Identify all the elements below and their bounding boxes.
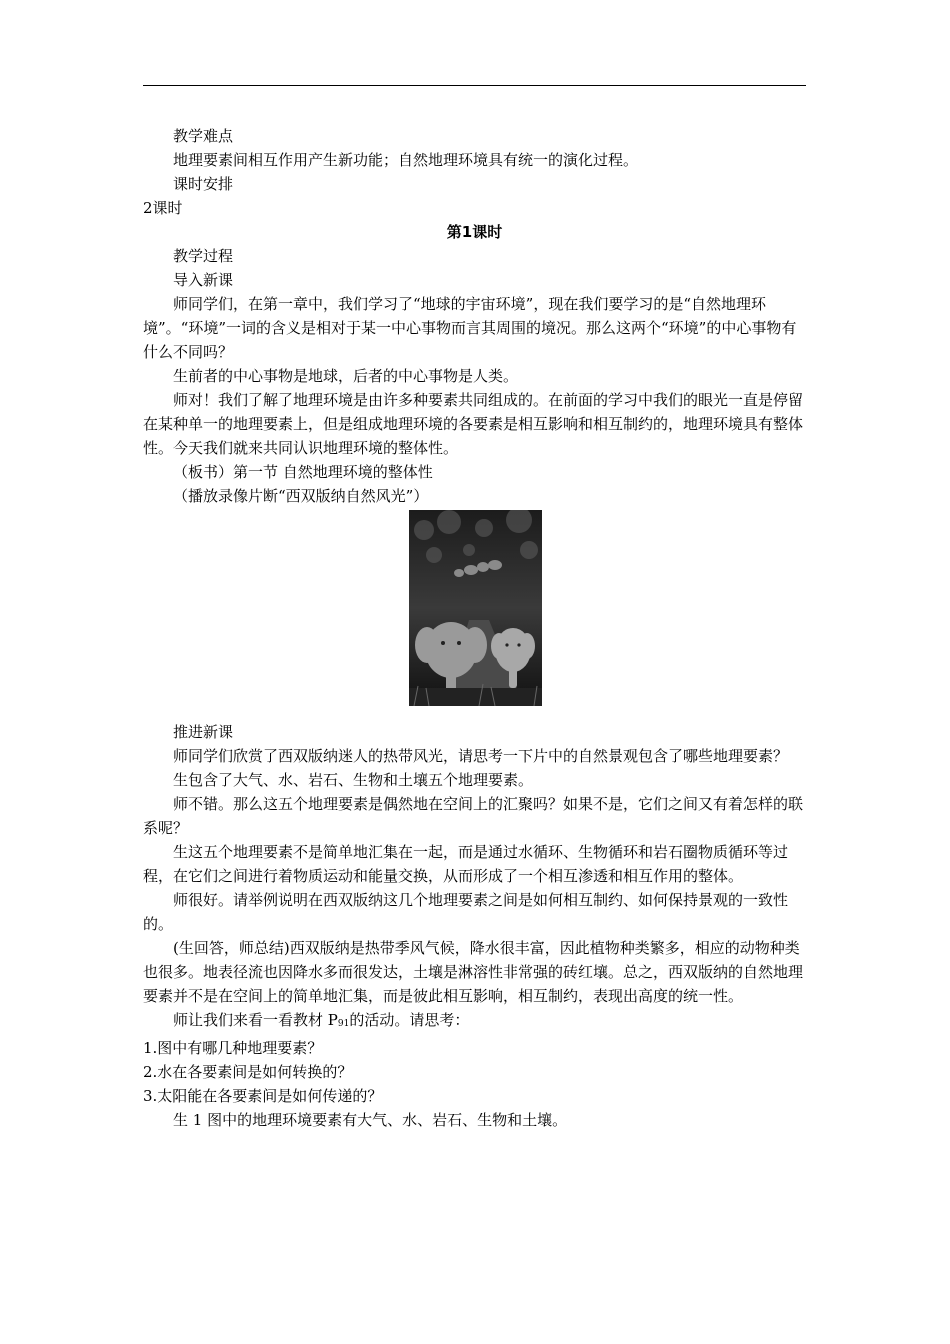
paragraph: 生包含了大气、水、岩石、生物和土壤五个地理要素。 bbox=[173, 771, 534, 789]
paragraph: 地理要素间相互作用产生新功能；自然地理环境具有统一的演化过程。 bbox=[173, 151, 639, 169]
list-item: 2.水在各要素间是如何转换的？ bbox=[143, 1063, 353, 1081]
heading-teaching-process: 教学过程 bbox=[173, 247, 234, 265]
section-title: 第1课时 bbox=[446, 223, 503, 241]
paragraph: 师同学们欣赏了西双版纳迷人的热带风光，请思考一下片中的自然景观包含了哪些地理要素？ bbox=[173, 747, 789, 765]
paragraph bbox=[143, 1008, 806, 1036]
paragraph: 生这五个地理要素不是简单地汇集在一起，而是通过水循环、生物循环和岩石圈物质循环等过程，在它们之间进行着物质运动和能量交换，从而形成了一个相互渗透和相互作用的整体。 bbox=[143, 843, 789, 885]
elephants-in-forest-photo bbox=[409, 510, 542, 706]
text: 的活动。请思考： bbox=[349, 1011, 470, 1029]
document-body bbox=[143, 124, 806, 1132]
paragraph: （板书）第一节 自然地理环境的整体性 bbox=[173, 463, 433, 481]
paragraph: 生 1 图中的地理环境要素有大气、水、岩石、生物和土壤。 bbox=[173, 1111, 568, 1129]
photo-container bbox=[143, 510, 806, 716]
paragraph: 生前者的中心事物是地球，后者的中心事物是人类。 bbox=[173, 367, 519, 385]
heading-intro: 导入新课 bbox=[173, 271, 234, 289]
header-rule bbox=[143, 85, 806, 86]
list-item: 1.图中有哪几种地理要素？ bbox=[143, 1039, 323, 1057]
heading-class-schedule: 课时安排 bbox=[173, 175, 234, 193]
paragraph: 师同学们，在第一章中，我们学习了“地球的宇宙环境”，现在我们要学习的是“自然地理环境”。“环境”一词的含义是相对于某一中心事物而言其周围的境况。那么这两个“环境”的中心事物有什么不同吗？ bbox=[143, 295, 797, 361]
text: 师让我们来看一看教材 P bbox=[173, 1011, 338, 1029]
list-item: 3.太阳能在各要素间是如何传递的？ bbox=[143, 1087, 383, 1105]
paragraph: （播放录像片断“西双版纳自然风光”） bbox=[173, 487, 429, 505]
paragraph: 师对！我们了解了地理环境是由许多种要素共同组成的。在前面的学习中我们的眼光一直是停留在某种单一的地理要素上，但是组成地理环境的各要素是相互影响和相互制约的，地理环境具有整体性。今天我们就来共同认识地理环境的整体性。 bbox=[143, 391, 804, 457]
heading-teaching-difficulty: 教学难点 bbox=[173, 127, 234, 145]
heading-new-lesson: 推进新课 bbox=[173, 723, 234, 741]
paragraph: 师不错。那么这五个地理要素是偶然地在空间上的汇聚吗？如果不是，它们之间又有着怎样的联系呢？ bbox=[143, 795, 804, 837]
paragraph: (生回答，师总结)西双版纳是热带季风气候，降水很丰富，因此植物种类繁多，相应的动物种类也很多。地表径流也因降水多而很发达，土壤是淋溶性非常强的砖红壤。总之，西双版纳的自然地理要素并不是在空间上的简单地汇集，而是彼此相互影响，相互制约，表现出高度的统一性。 bbox=[143, 939, 804, 1005]
page-subscript: 91 bbox=[337, 1019, 350, 1029]
paragraph: 2课时 bbox=[143, 199, 183, 217]
paragraph: 师很好。请举例说明在西双版纳这几个地理要素之间是如何相互制约、如何保持景观的一致性的。 bbox=[143, 891, 789, 933]
